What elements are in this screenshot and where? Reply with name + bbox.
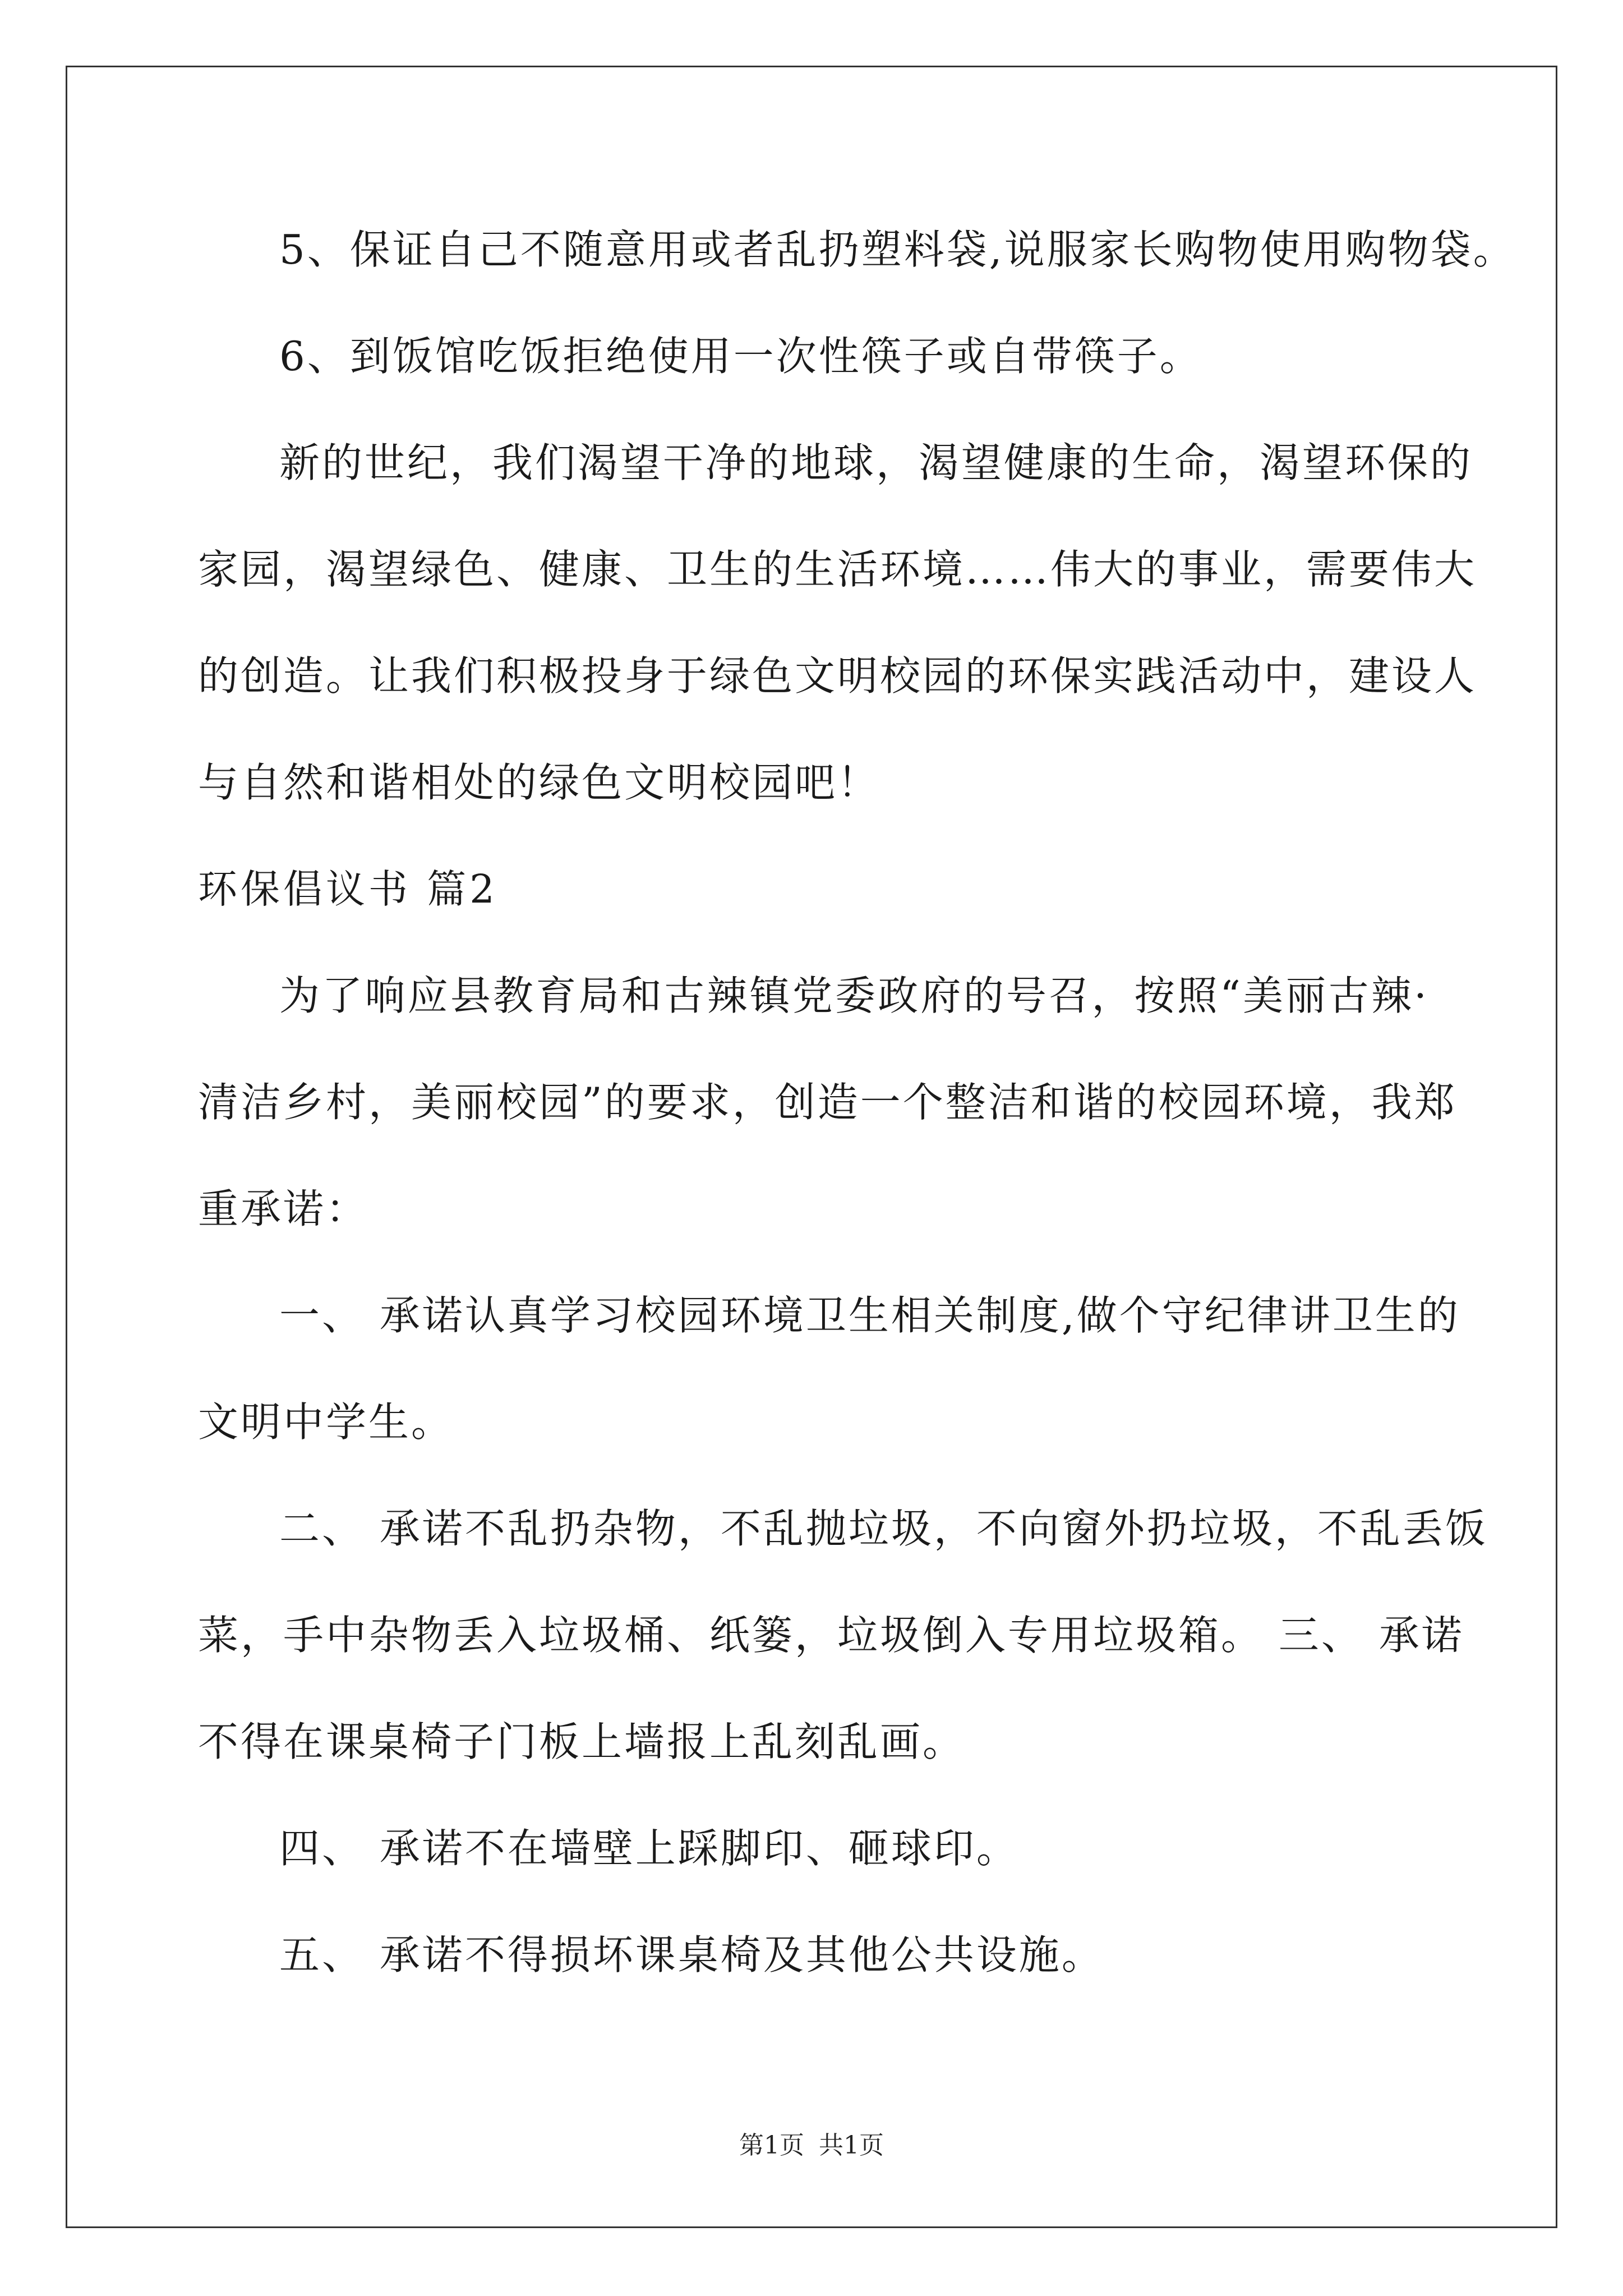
paragraph-line: 重承诺：	[198, 1185, 369, 1232]
paragraph-line: 为了响应县教育局和古辣镇党委政府的号召，按照“美丽古辣·	[279, 972, 1429, 1019]
paragraph-line: 文明中学生。	[198, 1398, 454, 1446]
page-border	[66, 66, 1557, 2228]
paragraph-line: 家园，渴望绿色、健康、卫生的生活环境……伟大的事业，需要伟大	[198, 546, 1477, 593]
paragraph-line: 与自然和谐相处的绿色文明校园吧！	[198, 759, 880, 806]
paragraph-line: 不得在课桌椅子门板上墙报上乱刻乱画。	[198, 1718, 966, 1765]
paragraph-line: 五、 承诺不得损坏课桌椅及其他公共设施。	[279, 1931, 1104, 1978]
paragraph-line: 一、 承诺认真学习校园环境卫生相关制度,做个守纪律讲卫生的	[279, 1292, 1460, 1339]
paragraph-line: 6、到饭馆吃饭拒绝使用一次性筷子或自带筷子。	[279, 333, 1202, 380]
page-total: 共1页	[819, 2131, 884, 2160]
section-heading: 环保倡议书 篇2	[198, 866, 498, 912]
paragraph-line: 的创造。让我们积极投身于绿色文明校园的环保实践活动中，建设人	[198, 652, 1477, 700]
paragraph-line: 二、 承诺不乱扔杂物，不乱抛垃圾，不向窗外扔垃圾，不乱丢饭	[279, 1505, 1488, 1552]
paragraph-line: 菜，手中杂物丢入垃圾桶、纸篓，垃圾倒入专用垃圾箱。 三、 承诺	[198, 1612, 1464, 1659]
paragraph-line: 5、保证自己不随意用或者乱扔塑料袋,说服家长购物使用购物袋。	[279, 226, 1516, 273]
paragraph-line: 四、 承诺不在墙壁上踩脚印、砸球印。	[279, 1825, 1019, 1872]
paragraph-line: 新的世纪，我们渴望干净的地球，渴望健康的生命，渴望环保的	[279, 439, 1473, 486]
page-number: 第1页	[739, 2131, 804, 2160]
page-footer	[0, 2129, 1623, 2162]
paragraph-line: 清洁乡村，美丽校园”的要求，创造一个整洁和谐的校园环境，我郑	[198, 1079, 1457, 1126]
